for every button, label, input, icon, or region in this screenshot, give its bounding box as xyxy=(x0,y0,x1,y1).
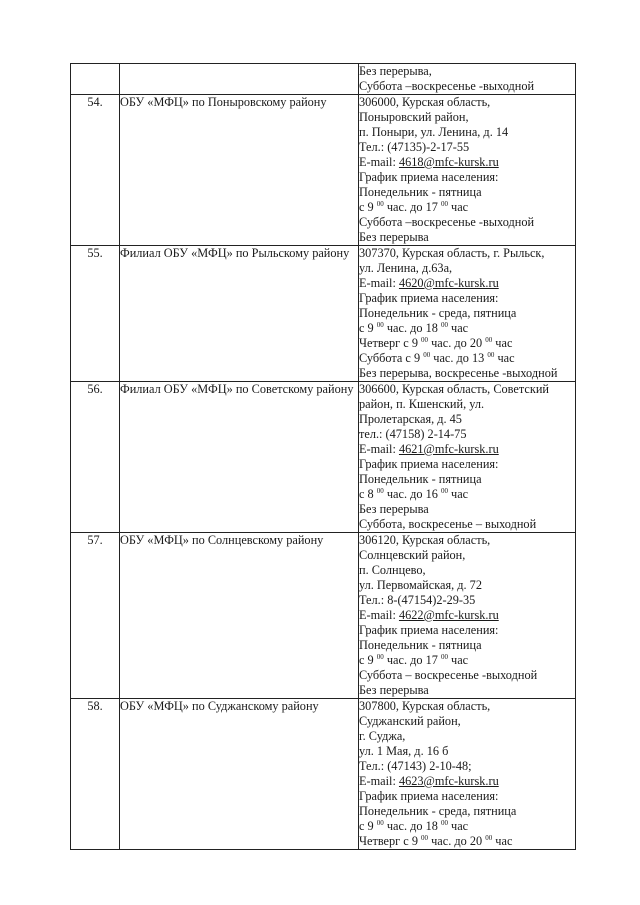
row-number: 56. xyxy=(71,382,120,533)
schedule-text: час xyxy=(447,653,469,667)
office-contacts xyxy=(359,95,576,246)
time-minutes: 00 xyxy=(423,351,431,359)
email-label: E-mail: xyxy=(359,442,399,456)
schedule-text: час xyxy=(447,321,469,335)
schedule-line xyxy=(359,321,575,336)
contact-line: Тел.: (47143) 2-10-48; xyxy=(359,759,472,773)
schedule-line xyxy=(359,351,575,366)
table-row xyxy=(71,699,576,850)
contact-line: г. Суджа, xyxy=(359,729,406,743)
email-link[interactable]: 4622@mfc-kursk.ru xyxy=(398,608,499,622)
table-row xyxy=(71,95,576,246)
schedule-text: час xyxy=(447,819,469,833)
contact-line: Понедельник - пятница xyxy=(359,638,482,652)
contact-line: 306120, Курская область, xyxy=(359,533,491,547)
time-minutes: 00 xyxy=(440,200,448,208)
contact-line: Солнцевский район, xyxy=(359,548,466,562)
office-contacts xyxy=(359,64,576,95)
time-minutes: 00 xyxy=(440,487,448,495)
time-minutes: 00 xyxy=(376,819,384,827)
schedule-text: час. до 17 xyxy=(383,653,441,667)
row-number: 54. xyxy=(71,95,120,246)
time-minutes: 00 xyxy=(376,653,384,661)
contact-line: Пролетарская, д. 45 xyxy=(359,412,462,426)
schedule-text: с 9 xyxy=(359,321,377,335)
schedule-text: час. до 20 xyxy=(428,834,486,848)
schedule-text: час. до 20 xyxy=(428,336,486,350)
contact-line: Суббота – воскресенье -выходной xyxy=(359,668,538,682)
email-link[interactable]: 4621@mfc-kursk.ru xyxy=(398,442,499,456)
time-minutes: 00 xyxy=(421,336,429,344)
schedule-text: Четверг с 9 xyxy=(359,336,422,350)
contact-line: ул. 1 Мая, д. 16 б xyxy=(359,744,449,758)
email-line xyxy=(359,276,575,291)
schedule-line xyxy=(359,200,575,215)
office-contacts xyxy=(359,246,576,382)
contact-line: район, п. Кшенский, ул. xyxy=(359,397,485,411)
office-contacts xyxy=(359,533,576,699)
schedule-text: час xyxy=(447,200,469,214)
time-minutes: 00 xyxy=(440,653,448,661)
email-line xyxy=(359,774,575,789)
time-minutes: 00 xyxy=(421,834,429,842)
schedule-text: час. до 16 xyxy=(383,487,441,501)
office-name: ОБУ «МФЦ» по Поныровскому району xyxy=(120,95,359,246)
contact-line: Без перерыва, воскресенье -выходной xyxy=(359,366,558,380)
schedule-line xyxy=(359,653,575,668)
contact-line: Без перерыва, xyxy=(359,64,432,78)
row-number: 57. xyxy=(71,533,120,699)
schedule-text: Четверг с 9 xyxy=(359,834,422,848)
table-row xyxy=(71,533,576,699)
office-contacts xyxy=(359,382,576,533)
contact-line: ул. Первомайская, д. 72 xyxy=(359,578,482,592)
schedule-text: час. до 17 xyxy=(383,200,441,214)
time-minutes: 00 xyxy=(487,351,495,359)
contact-line: Понедельник - среда, пятница xyxy=(359,804,517,818)
contact-line: График приема населения: xyxy=(359,789,499,803)
contact-line: 307800, Курская область, xyxy=(359,699,491,713)
contact-line: Без перерыва xyxy=(359,502,429,516)
email-link[interactable]: 4618@mfc-kursk.ru xyxy=(398,155,499,169)
email-line xyxy=(359,155,575,170)
email-label: E-mail: xyxy=(359,608,399,622)
contact-line: Суббота, воскресенье – выходной xyxy=(359,517,537,531)
time-minutes: 00 xyxy=(485,336,493,344)
schedule-text: с 8 xyxy=(359,487,377,501)
email-label: E-mail: xyxy=(359,276,399,290)
contact-line: Поныровский район, xyxy=(359,110,469,124)
time-minutes: 00 xyxy=(485,834,493,842)
office-name xyxy=(120,64,359,95)
schedule-text: час xyxy=(492,834,513,848)
contact-line: ул. Ленина, д.63а, xyxy=(359,261,453,275)
row-number: 55. xyxy=(71,246,120,382)
contact-line: тел.: (47158) 2-14-75 xyxy=(359,427,467,441)
time-minutes: 00 xyxy=(376,487,384,495)
row-number xyxy=(71,64,120,95)
email-link[interactable]: 4620@mfc-kursk.ru xyxy=(398,276,499,290)
schedule-text: час. до 13 xyxy=(430,351,488,365)
schedule-text: с 9 xyxy=(359,653,377,667)
contact-line: График приема населения: xyxy=(359,457,499,471)
office-name: ОБУ «МФЦ» по Солнцевскому району xyxy=(120,533,359,699)
office-name: Филиал ОБУ «МФЦ» по Рыльскому району xyxy=(120,246,359,382)
contact-line: График приема населения: xyxy=(359,291,499,305)
contact-line: Без перерыва xyxy=(359,683,429,697)
table-row xyxy=(71,246,576,382)
schedule-text: час. до 18 xyxy=(383,321,441,335)
office-name: ОБУ «МФЦ» по Суджанскому району xyxy=(120,699,359,850)
contact-line: Тел.: 8-(47154)2-29-35 xyxy=(359,593,476,607)
contact-line: Понедельник - среда, пятница xyxy=(359,306,517,320)
schedule-text: с 9 xyxy=(359,200,377,214)
contact-line: 307370, Курская область, г. Рыльск, xyxy=(359,246,545,260)
table-row xyxy=(71,382,576,533)
email-link[interactable]: 4623@mfc-kursk.ru xyxy=(398,774,499,788)
schedule-line xyxy=(359,834,575,849)
schedule-text: час xyxy=(492,336,513,350)
schedule-line xyxy=(359,336,575,351)
contact-line: Суббота –воскресенье -выходной xyxy=(359,79,535,93)
schedule-line xyxy=(359,819,575,834)
contact-line: Понедельник - пятница xyxy=(359,472,482,486)
contact-line: 306600, Курская область, Советский xyxy=(359,382,549,396)
mfc-offices-table xyxy=(70,63,576,850)
contact-line: п. Поныри, ул. Ленина, д. 14 xyxy=(359,125,509,139)
schedule-line xyxy=(359,487,575,502)
time-minutes: 00 xyxy=(440,321,448,329)
schedule-text: час xyxy=(494,351,515,365)
schedule-text: с 9 xyxy=(359,819,377,833)
office-contacts xyxy=(359,699,576,850)
contact-line: Без перерыва xyxy=(359,230,429,244)
contact-line: График приема населения: xyxy=(359,623,499,637)
time-minutes: 00 xyxy=(376,200,384,208)
email-label: E-mail: xyxy=(359,155,399,169)
email-line xyxy=(359,608,575,623)
row-number: 58. xyxy=(71,699,120,850)
contact-line: График приема населения: xyxy=(359,170,499,184)
contact-line: 306000, Курская область, xyxy=(359,95,491,109)
email-label: E-mail: xyxy=(359,774,399,788)
office-name: Филиал ОБУ «МФЦ» по Советскому району xyxy=(120,382,359,533)
table-row xyxy=(71,64,576,95)
schedule-text: час xyxy=(447,487,469,501)
contact-line: п. Солнцево, xyxy=(359,563,426,577)
time-minutes: 00 xyxy=(376,321,384,329)
time-minutes: 00 xyxy=(440,819,448,827)
schedule-text: час. до 18 xyxy=(383,819,441,833)
email-line xyxy=(359,442,575,457)
contact-line: Суджанский район, xyxy=(359,714,461,728)
schedule-text: Суббота с 9 xyxy=(359,351,424,365)
contact-line: Понедельник - пятница xyxy=(359,185,482,199)
contact-line: Тел.: (47135)-2-17-55 xyxy=(359,140,470,154)
contact-line: Суббота –воскресенье -выходной xyxy=(359,215,535,229)
